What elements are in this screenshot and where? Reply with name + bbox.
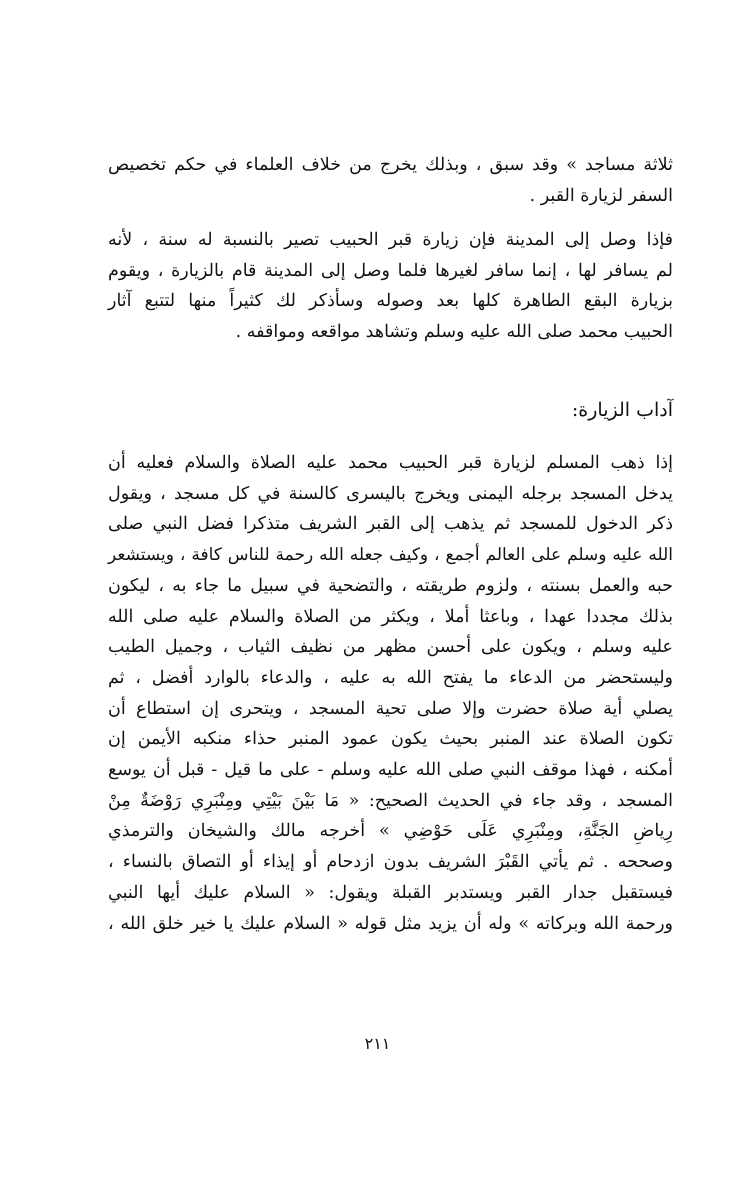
- text-line: الله عليه وسلم على العالم أجمع ، وكيف جعله الله رحمة للناس كافة ، ويستشعر: [108, 545, 673, 566]
- text-line: يدخل المسجد برجله اليمنى ويخرج باليسرى كالسنة في كل مسجد ، ويقول: [108, 483, 673, 504]
- text-line: ذكر الدخول للمسجد ثم يذهب إلى القبر الشريف متذكرا فضل النبي صلى: [108, 514, 673, 535]
- text-line: فإذا وصل إلى المدينة فإن زيارة قبر الحبيب تصير بالنسبة له سنة ، لأنه: [108, 230, 673, 250]
- text-line: رِياضِ الجَنَّةِ، ومِنْبَرِي عَلَى حَوْضِي » أخرجه مالك والشيخان والترمذي: [108, 821, 673, 842]
- paragraph-1: [108, 150, 673, 211]
- paragraph-2: [108, 225, 673, 348]
- page-number: ٢١١: [364, 1034, 391, 1053]
- text-line: أمكنه ، فهذا موقف النبي صلى الله عليه وسلم - على ما قيل - قبل أن يوسع: [108, 760, 673, 781]
- text-line: ورحمة الله وبركاته » وله أن يزيد مثل قوله « السلام عليك يا خير خلق الله ،: [108, 913, 673, 934]
- section-heading: آداب الزيارة:: [571, 399, 673, 421]
- text-line: لم يسافر لها ، إنما سافر لغيرها فلما وصل إلى المدينة قام بالزيارة ، ويقوم: [108, 260, 673, 281]
- text-line: إذا ذهب المسلم لزيارة قبر الحبيب محمد عليه الصلاة والسلام فعليه أن: [108, 453, 673, 473]
- text-line: ثلاثة مساجد » وقد سبق ، وبذلك يخرج من خلاف العلماء في حكم تخصيص: [108, 155, 673, 175]
- paragraph-3: [108, 448, 673, 939]
- text-line: حبه والعمل بسنته ، ولزوم طريقته ، والتضحية في سبيل ما جاء به ، ليكون: [108, 575, 673, 596]
- text-line: السفر لزيارة القبر .: [529, 185, 673, 206]
- text-line: وليستحضر من الدعاء ما يفتح الله به عليه ، والدعاء بالوارد أفضل ، ثم: [108, 667, 673, 688]
- text-line: يصلي أية صلاة حضرت وإلا صلى تحية المسجد ، ويتحرى إن استطاع أن: [108, 698, 673, 719]
- text-line: المسجد ، وقد جاء في الحديث الصحيح: « مَا بَيْنَ بَيْتِي ومِنْبَرِي رَوْضَةٌ مِنْ: [108, 790, 673, 811]
- text-line: بزيارة البقع الطاهرة كلها بعد وصوله وسأذكر لك كثيراً منها لتتبع آثار: [108, 291, 673, 312]
- text-line: فيستقبل جدار القبر ويستدبر القبلة ويقول: « السلام عليك أيها النبي: [108, 882, 673, 903]
- text-line: بذلك مجددا عهدا ، وباعثا أملا ، ويكثر من الصلاة والسلام عليه صلى الله: [108, 606, 673, 627]
- text-line: الحبيب محمد صلى الله عليه وسلم وتشاهد مواقعه ومواقفه .: [235, 322, 673, 343]
- text-line: وصححه . ثم يأتي القَبْرَ الشريف بدون ازدحام أو إيذاء أو التصاق بالنساء ،: [108, 852, 673, 873]
- text-line: عليه وسلم ، ويكون على أحسن مظهر من نظيف الثياب ، وجميل الطيب: [108, 637, 673, 658]
- text-line: تكون الصلاة عند المنبر بحيث يكون عمود المنبر حذاء منكبه الأيمن إن: [108, 729, 673, 750]
